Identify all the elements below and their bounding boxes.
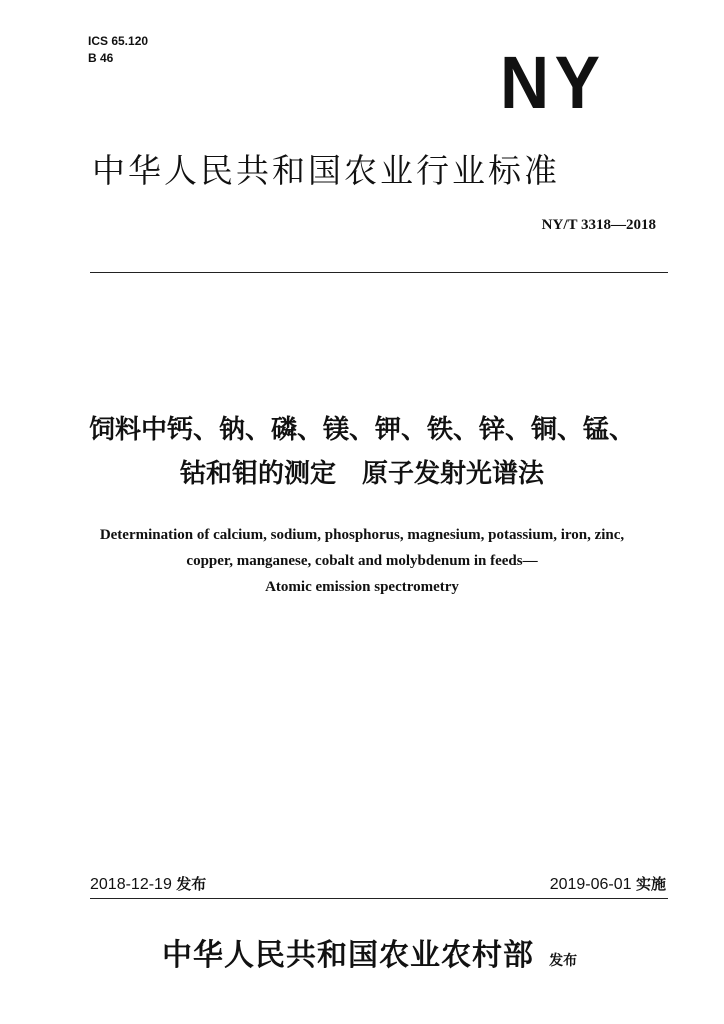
- issue-date: 2018-12-19: [90, 876, 172, 893]
- ny-logo: NY: [500, 41, 606, 124]
- issue-date-block: [90, 874, 206, 895]
- issue-label: 发布: [176, 875, 207, 893]
- english-title: [50, 522, 674, 600]
- standard-number: NY/T 3318—2018: [541, 217, 656, 233]
- chinese-title-line-1: 饲料中钙、钠、磷、镁、钾、铁、锌、铜、锰、: [88, 415, 635, 445]
- header-divider: [90, 272, 668, 273]
- classification-code: B 46: [88, 51, 114, 65]
- english-title-line-2: copper, manganese, cobalt and molybdenum in feeds—: [186, 553, 538, 569]
- implementation-date-block: [550, 874, 666, 895]
- publisher-block: [162, 930, 577, 974]
- standard-category-title: 中华人民共和国农业行业标准: [92, 151, 560, 190]
- chinese-title: [60, 408, 664, 496]
- publisher-suffix: 发布: [549, 953, 578, 969]
- footer-divider: [90, 898, 668, 899]
- english-title-line-3: Atomic emission spectrometry: [265, 579, 459, 595]
- implementation-label: 实施: [635, 875, 666, 893]
- chinese-title-line-2: 钴和钼的测定 原子发射光谱法: [179, 459, 544, 489]
- implementation-date: 2019-06-01: [549, 876, 632, 893]
- english-title-line-1: Determination of calcium, sodium, phosphorus, magnesium, potassium, iron, zinc,: [99, 527, 625, 543]
- ics-code: ICS 65.120: [88, 34, 149, 48]
- publisher-name: 中华人民共和国农业农村部: [162, 938, 534, 973]
